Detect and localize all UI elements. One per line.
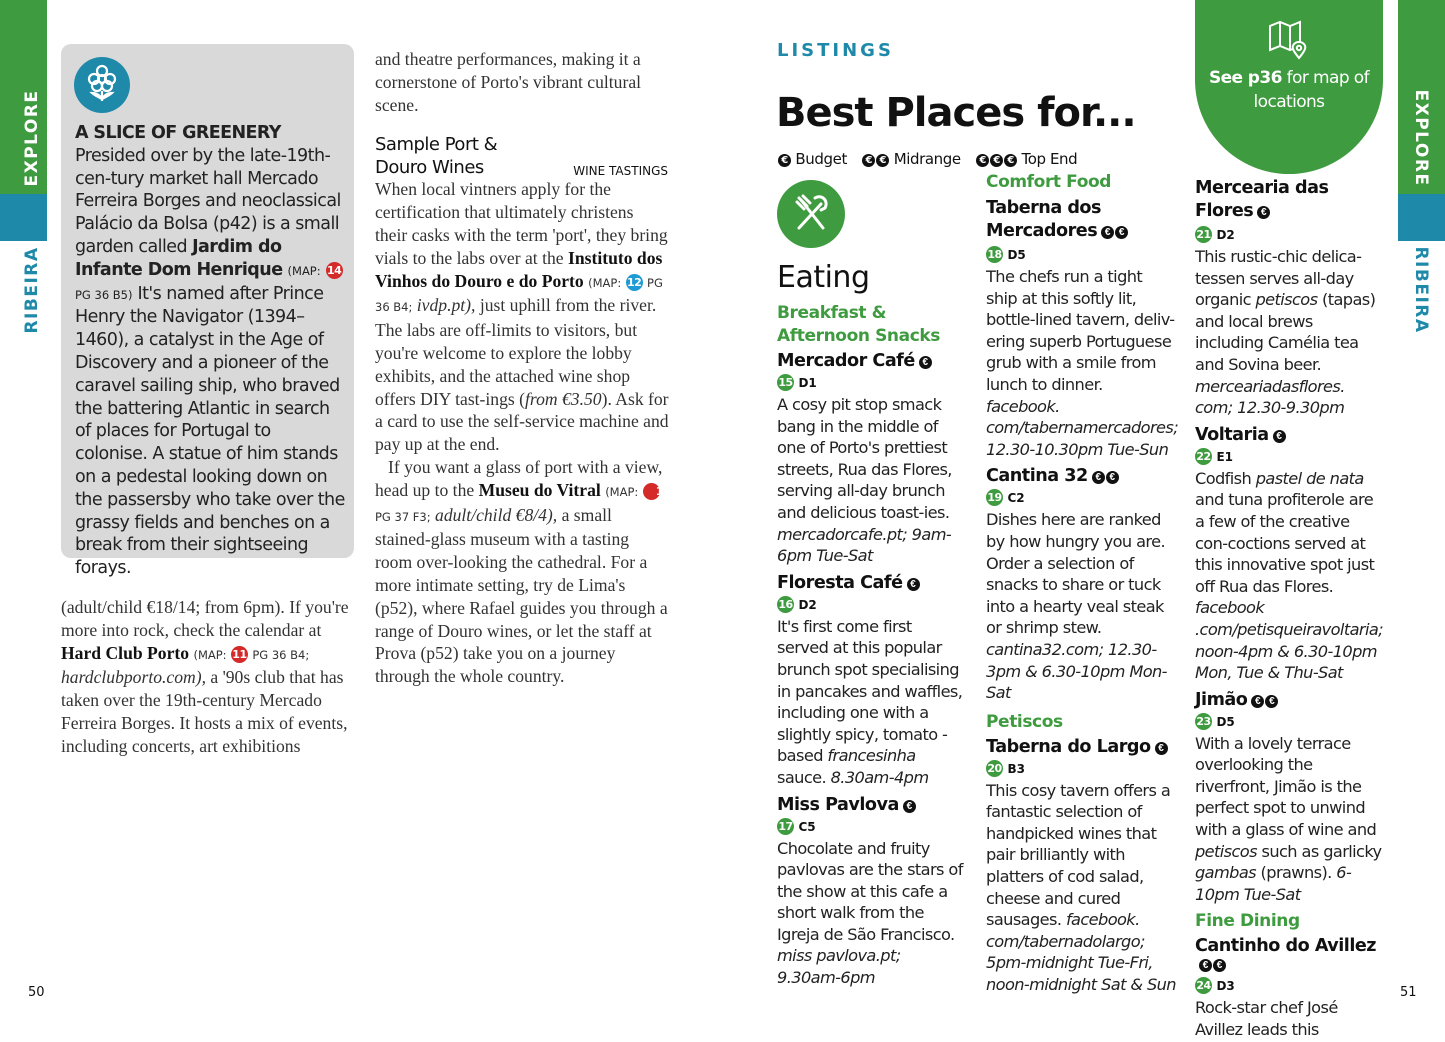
venue-loc: C2 [1007,491,1025,506]
venue-taberna-mercadores [986,197,1179,460]
venue-desc-em: petiscos [1255,290,1318,310]
venue-desc-em: francesinha [827,746,916,766]
euro-icon: € [919,356,932,369]
map-callout[interactable] [1195,0,1383,174]
col2-p1c: ). Ask for a card to use the self-service machine and pay up at the end. [375,388,669,455]
col2-url1: ivdp.pt), [416,295,476,316]
venue-loc: D5 [1007,248,1026,262]
venue-desc-text: With a lovely terrace overlooking the riverfront, Jimão is the perfect spot to unwind with a glass of wine and [1195,733,1377,840]
venue-loc: D2 [798,597,817,612]
venue-name: Cantina 32 [986,466,1088,487]
euro-icon: € [1115,226,1128,239]
map-pin-23: 23 [1196,714,1211,728]
col1-map-suffix: PG 36 B4; [252,647,310,662]
ribeira-tab-right-label: RIBEIRA [1411,246,1431,334]
venue-desc-text-2: sauce. [777,767,827,787]
col2-map1-prefix: (MAP: [588,275,622,290]
euro-icon: € [907,578,920,591]
venue-loc: E1 [1216,449,1233,464]
venue-loc: D1 [798,376,817,390]
map-pin-14: 14 [326,263,342,277]
sidebar-text [75,122,347,580]
col2-bold-museu: Museu do Vitral [478,479,601,500]
euro-icon: € [1273,430,1286,443]
euro-icon: € [990,154,1003,167]
col2-bold-instituto: Instituto dos Vinhos do Douro e do Porto [375,247,663,291]
map-pin-19: 19 [987,491,1002,505]
venue-jimao [1195,690,1385,906]
legend-budget: Budget [795,150,847,168]
section-eating: Eating [777,260,870,295]
venue-desc [777,616,967,789]
page-title: Best Places for... [776,90,1136,136]
col2-intro: and theatre performances, making it a cornerstone of Porto's vibrant cultural scene. [375,49,642,115]
ribeira-tab-left [0,194,47,241]
venue-name: Jimão [1195,689,1248,710]
venue-desc: Rock-star chef José Avillez leads this [1195,998,1338,1040]
col2-price2: adult/child €8/4), [435,504,558,525]
euro-icon: € [903,800,916,813]
map-callout-rest: for map of locations [1253,68,1369,112]
euro-icon: € [1257,206,1270,219]
venue-loc: D2 [1216,228,1235,242]
venue-desc-text: A cosy pit stop smack bang in the middle of one of Porto's prettiest streets, Rua das Flores, serving all-day brunch and delicious toast-ies. [777,395,952,522]
venue-name: Taberna dos Mercadores [986,198,1101,241]
ribeira-tab-left-label: RIBEIRA [22,246,42,334]
col2-section-tag: WINE TASTINGS [573,164,668,179]
sidebar-text-1: Presided over by the late-19th-cen-tury market hall Mercado Ferreira Borges and neoclassical Palácio da Bolsa (p42) is a small garden called [75,145,341,257]
venue-name: Cantinho do Avillez [1195,936,1377,957]
col1-bold-hard-club: Hard Club Porto [61,642,190,663]
venue-cantina-32 [986,466,1176,703]
venue-name: Miss Pavlova [777,794,899,815]
euro-icon: € [976,154,989,167]
venue-info: cantina32.com; 12.30-3pm & 6.30-10pm Mon-Sat [986,639,1167,703]
venue-desc-em: petiscos [1195,841,1257,861]
venue-desc [986,780,1176,996]
venue-info: mercadorcafe.pt; 9am-6pm Tue-Sat [777,524,952,566]
venue-desc-text: The chefs run a tight ship at this softly lit, bottle-lined tavern, deliv-ering superb Portuguese grub with a smile from lunch to dinner. [986,267,1175,394]
venue-desc-text-2: (tapas) and local brews including Camélia tea and Sovina beer. [1195,290,1376,374]
euro-icon: € [1213,959,1226,972]
col2-map2-suffix: PG 37 F3; [375,509,431,524]
venue-mercador-cafe [777,351,967,567]
venue-desc-em: pastel de nata [1255,468,1364,488]
sub-breakfast: Breakfast & Afternoon Snacks [777,303,940,346]
venue-desc [1195,468,1385,684]
col2-p1b: just uphill from the river. The labs are off-limits to visitors, but you're welcome to explore the lobby exhibits, and the attached wine shop offers DIY tast-ings ( [375,295,657,409]
venue-desc-text: This rustic-chic delica-tessen serves all-day organic [1195,247,1362,310]
explore-tab-left-label: EXPLORE [22,89,42,187]
euro-icon: € [1092,471,1105,484]
euro-icon: € [1106,471,1119,484]
col2-map2-prefix: (MAP: [605,484,639,499]
venue-desc-text: Dishes here are ranked by how hungry you are. Order a selection of snacks to share or tuck into a hearty veal steak or shrimp stew. [986,510,1165,638]
venue-desc-pre: Codfish [1195,468,1252,488]
venue-taberna-largo [986,737,1176,996]
col2-p2a: If you want a glass of port with a view, head up to the [375,456,663,500]
euro-icon: € [1199,959,1212,972]
venue-info: 6-10pm Tue-Sat [1195,863,1352,904]
venue-info: facebook .com/petisqueiravoltaria; noon-4pm & 6.30-10pm Mon, Tue & Thu-Sat [1195,598,1384,683]
col1-url: hardclubporto.com), [61,667,206,688]
listing-column-c [1195,177,1385,1041]
page-number-right: 51 [1400,985,1417,1000]
venue-info: miss pavlova.pt; 9.30am-6pm [777,946,901,988]
venue-loc: D3 [1216,979,1235,994]
map-pin-15: 15 [778,376,793,389]
sub-fine-dining: Fine Dining [1195,911,1300,932]
fork-knife-icon [777,180,845,248]
venue-info: 8.30am-4pm [830,767,929,787]
venue-name: Mercearia das Flores [1195,178,1329,221]
legend-topend: Top End [1021,150,1078,168]
sub-petiscos: Petiscos [986,711,1063,732]
venue-info: facebook. com/tabernamercadores; 12.30-10.30pm Tue-Sun [986,396,1179,459]
venue-desc-text: It's first come first served at this popular brunch spot specialising in pancakes and waffles, including one with a slightly spicy, tomato -based [777,616,963,766]
col2-paragraph-2 [375,456,670,688]
sidebar-map-prefix: (MAP: [287,263,321,278]
venue-desc-text: and tuna profiterole are a few of the creative con-coctions served at this innovative spot just off Rua das Flores. [1195,490,1375,596]
col1-map-prefix: (MAP: [193,647,227,662]
venue-cantinho-avillez [1195,936,1385,1040]
ribeira-tab-right [1398,194,1445,241]
sidebar-heading: A SLICE OF GREENERY [75,123,281,143]
venue-name: Voltaria [1195,424,1269,445]
col1-text-2: a '90s club that has taken over the 19th-century Mercado Ferreira Borges. It hosts a mix of events, including concerts, art exhibitions [61,667,348,756]
venue-desc-text-3: (prawns). [1260,863,1332,883]
map-pin-17: 17 [778,819,793,833]
flower-icon [74,57,130,113]
venue-desc [986,509,1176,703]
venue-desc-text: Chocolate and fruity pavlovas are the stars of the show at this cafe a short walk from the Igreja de São Francisco. [777,838,963,944]
euro-icon: € [1155,742,1168,755]
venue-mercearia-flores [1195,177,1385,419]
venue-voltaria [1195,425,1385,684]
venue-desc-text-2: such as garlicky [1261,841,1382,861]
listing-column-a [777,302,967,989]
euro-icon: € [1251,695,1264,708]
col2-section-title: Sample Port & Douro Wines [375,134,498,178]
map-pin-13: 13 [643,483,660,500]
venue-miss-pavlova [777,795,967,989]
col1-text-1: (adult/child €18/14; from 6pm). If you're more into rock, check the calendar at [61,597,349,640]
euro-icon: € [1004,154,1017,167]
map-pin-icon [1267,18,1311,67]
col2-p2b: a small stained-glass museum with a tasting room over-looking the cathedral. For a more intimate setting, try de Lima's (p52), where Rafael guides you through a range of Douro wines, or let the staff at Prova (p52) take you on a journey through the whole country. [375,504,668,687]
venue-name: Mercador Café [777,351,915,371]
venue-desc-em-2: gambas [1195,863,1256,883]
venue-desc [777,394,967,567]
venue-desc [1195,733,1385,906]
venue-desc [986,266,1179,460]
map-pin-11: 11 [232,647,247,661]
legend-midrange-icons [861,150,889,168]
euro-icon: € [862,154,875,167]
euro-icon: € [1101,226,1114,239]
map-pin-16: 16 [778,597,793,611]
col2-paragraph-1 [375,178,670,456]
venue-loc: C5 [798,819,816,834]
sidebar-box [61,44,354,579]
venue-desc [1195,246,1385,419]
legend-topend-icons [975,150,1017,168]
legend-midrange: Midrange [893,150,961,168]
map-callout-text [1195,66,1383,114]
sidebar-map-suffix: PG 36 B5) [75,287,133,302]
venue-info: merceariadasflores. com; 12.30-9.30pm [1195,376,1345,418]
venue-floresta-cafe [777,573,967,789]
map-pin-12: 12 [626,275,642,289]
map-pin-18: 18 [987,248,1002,261]
explore-tab-right-label: EXPLORE [1411,89,1431,187]
venue-desc [777,838,967,989]
venue-loc: B3 [1007,761,1025,776]
venue-name: Taberna do Largo [986,736,1151,757]
map-callout-bold: See p36 [1208,68,1282,88]
euro-icon: € [876,154,889,167]
map-pin-24: 24 [1196,979,1211,993]
col2-price1: from €3.50 [525,388,602,409]
venue-info: facebook. com/tabernadolargo; 5pm-midnight Tue-Fri, noon-midnight Sat & Sun [986,910,1176,995]
col2-map1-suffix: PG 36 B4; [375,275,663,315]
venue-name: Floresta Café [777,572,903,593]
venue-loc: D5 [1216,714,1235,729]
venue-desc-text: This cosy tavern offers a fantastic selection of handpicked wines that pair brilliantly with platters of cod salad, cheese and cured sausages. [986,780,1171,930]
listings-kicker: LISTINGS [777,40,894,61]
left-column-1 [61,596,353,758]
sub-comfort-food: Comfort Food [986,172,1112,192]
price-legend [777,150,1077,168]
map-pin-22: 22 [1196,449,1211,463]
map-pin-21: 21 [1196,228,1211,241]
sidebar-bold-name: Jardim do Infante Dom Henrique [75,236,283,280]
euro-icon: € [1265,695,1278,708]
left-column-2 [375,48,670,688]
col2-p1a: When local vintners apply for the certification that ultimately christens their casks with the term 'port', they bring vials to the labs over at the [375,179,668,268]
page-number-left: 50 [28,985,45,1000]
sidebar-text-2: It's named after Prince Henry the Navigator (1394–1460), a catalyst in the Age of Discovery and a pioneer of the caravel sailing ship, who braved the battering Atlantic in search of places for Portugal to colonise. A statue of him stands on a pedestal looking down on the passersby who take over the grassy fields and benches on a break from their sightseeing forays. [75,283,345,579]
map-pin-20: 20 [987,761,1002,775]
euro-icon: € [778,154,791,167]
listing-column-b [986,172,1179,996]
